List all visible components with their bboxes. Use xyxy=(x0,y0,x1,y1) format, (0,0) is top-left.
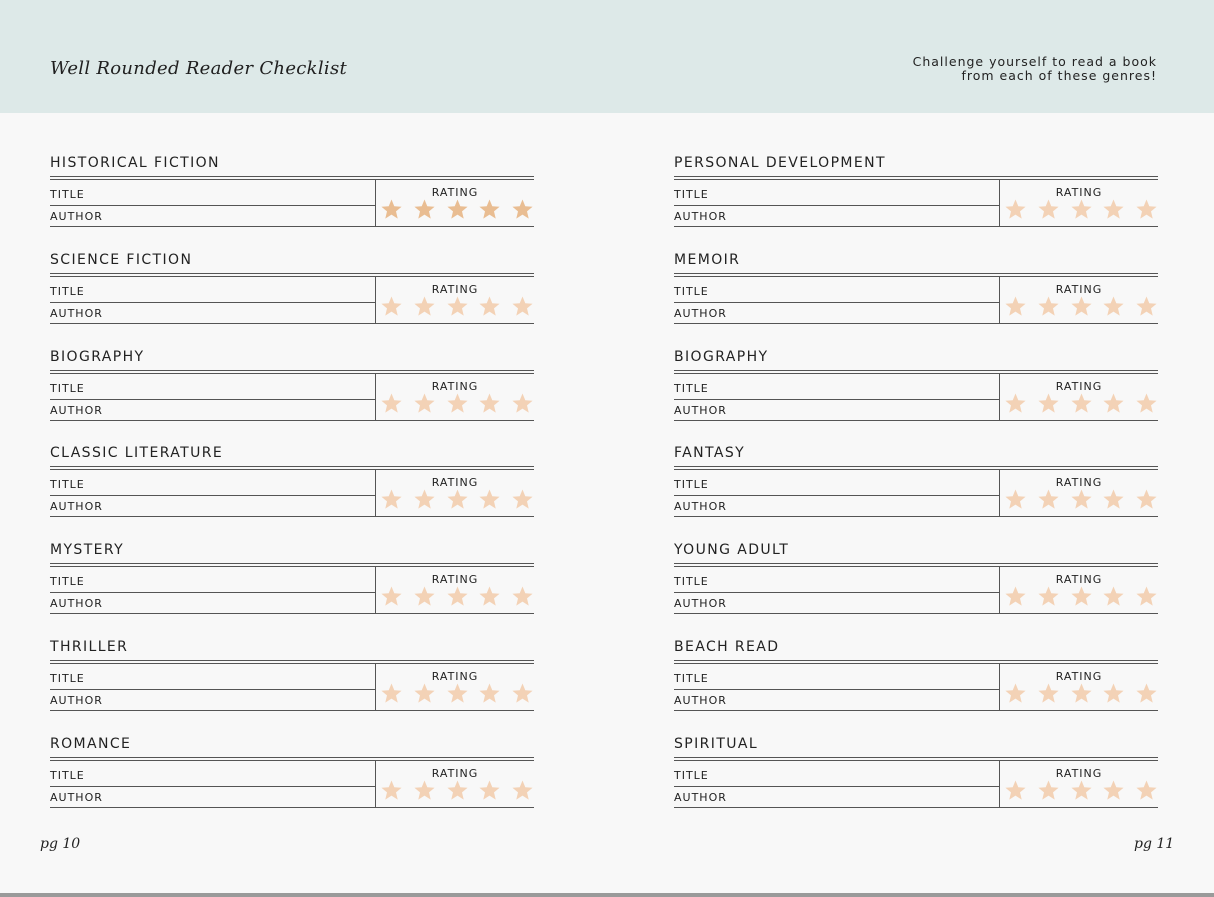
page-number-right: pg 11 xyxy=(1134,836,1175,852)
rating-label: RATING xyxy=(1055,282,1103,296)
rating-stars xyxy=(1004,198,1158,224)
rating-label: RATING xyxy=(431,282,479,296)
title-field[interactable]: TITLE xyxy=(50,188,85,201)
genre-heading: CLASSIC LITERATURE xyxy=(50,445,224,462)
title-field[interactable]: TITLE xyxy=(674,478,709,492)
rating-stars xyxy=(1004,295,1158,321)
rating-stars xyxy=(380,295,534,321)
author-field[interactable]: AUTHOR xyxy=(674,210,727,223)
page-number-left: pg 10 xyxy=(40,836,81,852)
genre-heading: SPIRITUAL xyxy=(674,735,759,752)
star-icon[interactable] xyxy=(413,682,436,705)
genre-entry xyxy=(50,445,534,542)
star-icon[interactable] xyxy=(511,198,534,221)
field-divider xyxy=(674,302,999,303)
genre-heading: BEACH READ xyxy=(674,638,780,655)
genre-entry xyxy=(50,349,534,446)
star-icon[interactable] xyxy=(446,198,469,221)
rating-label: RATING xyxy=(431,766,479,780)
author-field[interactable]: AUTHOR xyxy=(674,306,727,320)
star-icon[interactable] xyxy=(1102,585,1125,608)
field-divider xyxy=(50,786,375,787)
genre-entry xyxy=(674,155,1158,252)
star-icon[interactable] xyxy=(380,295,403,318)
star-icon[interactable] xyxy=(1004,779,1027,802)
star-icon[interactable] xyxy=(380,198,403,221)
rating-label: RATING xyxy=(1055,379,1103,393)
field-divider xyxy=(674,689,999,690)
star-icon[interactable] xyxy=(1102,779,1125,802)
rating-stars xyxy=(380,488,534,514)
field-divider xyxy=(50,689,375,690)
star-icon[interactable] xyxy=(380,585,403,608)
entry-bottom-rule xyxy=(50,516,534,517)
star-icon[interactable] xyxy=(478,295,501,318)
star-icon[interactable] xyxy=(511,585,534,608)
entry-bottom-rule xyxy=(674,807,1158,808)
star-icon[interactable] xyxy=(1004,682,1027,705)
star-icon[interactable] xyxy=(511,295,534,318)
genre-entry xyxy=(50,542,534,639)
title-field[interactable]: TITLE xyxy=(674,284,709,298)
rating-label: RATING xyxy=(1055,573,1103,587)
star-icon[interactable] xyxy=(1102,392,1125,415)
star-icon[interactable] xyxy=(511,779,534,802)
star-icon[interactable] xyxy=(1070,488,1093,511)
genre-entry xyxy=(50,155,534,252)
author-field[interactable]: AUTHOR xyxy=(674,500,727,514)
star-icon[interactable] xyxy=(1135,295,1158,318)
entry-bottom-rule xyxy=(674,516,1158,517)
right-page-column xyxy=(674,155,1158,833)
star-icon[interactable] xyxy=(380,392,403,415)
field-divider xyxy=(674,399,999,400)
title-field[interactable]: TITLE xyxy=(674,575,709,589)
star-icon[interactable] xyxy=(511,682,534,705)
star-icon[interactable] xyxy=(446,295,469,318)
title-field[interactable]: TITLE xyxy=(674,671,709,685)
entry-bottom-rule xyxy=(674,323,1158,324)
book-fields xyxy=(50,374,375,421)
genre-entry xyxy=(674,542,1158,639)
author-field[interactable]: AUTHOR xyxy=(674,597,727,611)
author-field[interactable]: AUTHOR xyxy=(674,693,727,707)
star-icon[interactable] xyxy=(1102,682,1125,705)
rating-label: RATING xyxy=(1055,186,1103,199)
star-icon[interactable] xyxy=(1037,198,1060,221)
star-icon[interactable] xyxy=(1135,392,1158,415)
star-icon[interactable] xyxy=(1102,488,1125,511)
genre-heading: HISTORICAL FICTION xyxy=(50,155,220,171)
title-field[interactable]: TITLE xyxy=(50,768,85,782)
rating-stars xyxy=(380,198,534,224)
header-subtitle-line1: Challenge yourself to read a book xyxy=(912,54,1157,69)
entry-bottom-rule xyxy=(50,710,534,711)
genre-entry xyxy=(674,349,1158,446)
star-icon[interactable] xyxy=(1070,585,1093,608)
genre-heading: MEMOIR xyxy=(674,251,741,268)
book-fields xyxy=(50,277,375,324)
rating-stars xyxy=(1004,682,1158,708)
genre-heading: BIOGRAPHY xyxy=(674,348,769,365)
star-icon[interactable] xyxy=(1004,488,1027,511)
author-field[interactable]: AUTHOR xyxy=(674,790,727,804)
genre-entry xyxy=(674,736,1158,833)
star-icon[interactable] xyxy=(1004,585,1027,608)
star-icon[interactable] xyxy=(478,198,501,221)
left-page-column xyxy=(50,155,534,833)
star-icon[interactable] xyxy=(1070,779,1093,802)
star-icon[interactable] xyxy=(478,392,501,415)
star-icon[interactable] xyxy=(1070,198,1093,221)
rating-stars xyxy=(1004,779,1158,805)
star-icon[interactable] xyxy=(413,779,436,802)
star-icon[interactable] xyxy=(1037,585,1060,608)
book-fields xyxy=(674,761,999,808)
rating-stars xyxy=(1004,488,1158,514)
entry-bottom-rule xyxy=(674,226,1158,227)
star-icon[interactable] xyxy=(478,682,501,705)
star-icon[interactable] xyxy=(413,488,436,511)
book-fields xyxy=(674,664,999,711)
field-divider xyxy=(50,205,375,206)
field-divider xyxy=(50,302,375,303)
star-icon[interactable] xyxy=(446,585,469,608)
entry-bottom-rule xyxy=(674,420,1158,421)
rating-stars xyxy=(380,392,534,418)
author-field[interactable]: AUTHOR xyxy=(50,693,103,707)
genre-heading: PERSONAL DEVELOPMENT xyxy=(674,155,886,171)
star-icon[interactable] xyxy=(413,392,436,415)
genre-entry xyxy=(50,252,534,349)
book-fields xyxy=(50,664,375,711)
star-icon[interactable] xyxy=(446,779,469,802)
book-fields xyxy=(50,567,375,614)
rating-label: RATING xyxy=(431,476,479,490)
genre-entry xyxy=(50,639,534,736)
author-field[interactable]: AUTHOR xyxy=(50,210,103,223)
author-field[interactable]: AUTHOR xyxy=(50,500,103,514)
field-divider xyxy=(674,495,999,496)
book-fields xyxy=(674,180,999,227)
book-fields xyxy=(50,470,375,517)
book-fields xyxy=(674,277,999,324)
title-field[interactable]: TITLE xyxy=(50,381,85,395)
star-icon[interactable] xyxy=(413,198,436,221)
book-fields xyxy=(50,761,375,808)
star-icon[interactable] xyxy=(1102,295,1125,318)
star-icon[interactable] xyxy=(1102,198,1125,221)
genre-heading: FANTASY xyxy=(674,445,746,462)
star-icon[interactable] xyxy=(413,295,436,318)
title-field[interactable]: TITLE xyxy=(50,478,85,492)
star-icon[interactable] xyxy=(478,488,501,511)
title-field[interactable]: TITLE xyxy=(50,284,85,298)
entry-bottom-rule xyxy=(50,323,534,324)
star-icon[interactable] xyxy=(1037,295,1060,318)
title-field[interactable]: TITLE xyxy=(50,671,85,685)
page-header xyxy=(0,0,1214,113)
header-subtitle-line2: from each of these genres! xyxy=(961,68,1157,83)
entry-bottom-rule xyxy=(674,710,1158,711)
author-field[interactable]: AUTHOR xyxy=(50,403,103,417)
rating-label: RATING xyxy=(1055,766,1103,780)
genre-entry xyxy=(674,252,1158,349)
genre-entry xyxy=(674,639,1158,736)
rating-stars xyxy=(1004,585,1158,611)
title-field[interactable]: TITLE xyxy=(674,768,709,782)
star-icon[interactable] xyxy=(1135,779,1158,802)
entry-bottom-rule xyxy=(50,807,534,808)
genre-heading: SCIENCE FICTION xyxy=(50,251,193,268)
star-icon[interactable] xyxy=(446,392,469,415)
star-icon[interactable] xyxy=(1070,392,1093,415)
star-icon[interactable] xyxy=(413,585,436,608)
star-icon[interactable] xyxy=(1004,198,1027,221)
checklist-title: Well Rounded Reader Checklist xyxy=(50,58,348,79)
field-divider xyxy=(674,205,999,206)
star-icon[interactable] xyxy=(1037,488,1060,511)
genre-heading: ROMANCE xyxy=(50,735,132,752)
field-divider xyxy=(674,592,999,593)
entry-bottom-rule xyxy=(674,613,1158,614)
star-icon[interactable] xyxy=(446,488,469,511)
star-icon[interactable] xyxy=(478,779,501,802)
star-icon[interactable] xyxy=(478,585,501,608)
star-icon[interactable] xyxy=(1135,198,1158,221)
star-icon[interactable] xyxy=(511,488,534,511)
author-field[interactable]: AUTHOR xyxy=(50,597,103,611)
title-field[interactable]: TITLE xyxy=(674,188,709,201)
header-subtitle xyxy=(827,55,1157,83)
rating-label: RATING xyxy=(431,379,479,393)
genre-entry xyxy=(50,736,534,833)
star-icon[interactable] xyxy=(1135,488,1158,511)
book-fields xyxy=(674,374,999,421)
star-icon[interactable] xyxy=(1037,392,1060,415)
genre-heading: MYSTERY xyxy=(50,542,125,559)
genre-entry xyxy=(674,445,1158,542)
entry-bottom-rule xyxy=(50,226,534,227)
rating-stars xyxy=(380,585,534,611)
bottom-divider xyxy=(0,893,1214,897)
star-icon[interactable] xyxy=(446,682,469,705)
star-icon[interactable] xyxy=(511,392,534,415)
rating-stars xyxy=(380,779,534,805)
rating-stars xyxy=(380,682,534,708)
field-divider xyxy=(50,399,375,400)
rating-label: RATING xyxy=(1055,669,1103,683)
field-divider xyxy=(50,495,375,496)
genre-heading: BIOGRAPHY xyxy=(50,348,145,365)
book-fields xyxy=(50,180,375,227)
title-field[interactable]: TITLE xyxy=(674,381,709,395)
book-fields xyxy=(674,567,999,614)
star-icon[interactable] xyxy=(1070,295,1093,318)
entry-bottom-rule xyxy=(50,613,534,614)
star-icon[interactable] xyxy=(1004,295,1027,318)
star-icon[interactable] xyxy=(380,779,403,802)
rating-label: RATING xyxy=(1055,476,1103,490)
star-icon[interactable] xyxy=(380,682,403,705)
book-fields xyxy=(674,470,999,517)
rating-stars xyxy=(1004,392,1158,418)
rating-label: RATING xyxy=(431,186,479,199)
field-divider xyxy=(674,786,999,787)
star-icon[interactable] xyxy=(380,488,403,511)
rating-label: RATING xyxy=(431,669,479,683)
star-icon[interactable] xyxy=(1070,682,1093,705)
author-field[interactable]: AUTHOR xyxy=(674,403,727,417)
star-icon[interactable] xyxy=(1037,779,1060,802)
rating-label: RATING xyxy=(431,573,479,587)
entry-bottom-rule xyxy=(50,420,534,421)
field-divider xyxy=(50,592,375,593)
author-field[interactable]: AUTHOR xyxy=(50,790,103,804)
genre-heading: YOUNG ADULT xyxy=(674,542,790,559)
star-icon[interactable] xyxy=(1135,585,1158,608)
genre-heading: THRILLER xyxy=(50,638,129,655)
star-icon[interactable] xyxy=(1004,392,1027,415)
star-icon[interactable] xyxy=(1037,682,1060,705)
star-icon[interactable] xyxy=(1135,682,1158,705)
author-field[interactable]: AUTHOR xyxy=(50,306,103,320)
title-field[interactable]: TITLE xyxy=(50,575,85,589)
